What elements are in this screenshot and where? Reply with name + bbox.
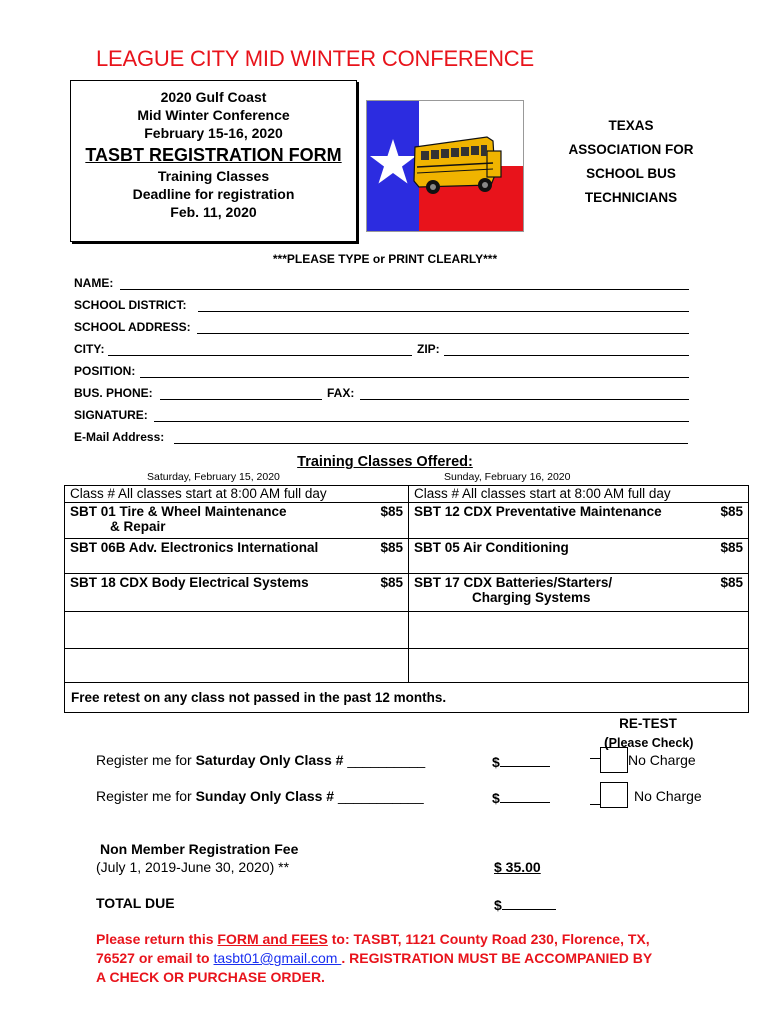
signature-line[interactable] (154, 421, 689, 422)
retest-sub: Please Check) (608, 736, 694, 750)
info-line-6: Feb. 11, 2020 (170, 204, 257, 220)
saturday-class-blank[interactable]: __________ (343, 752, 426, 768)
class-subtitle: & Repair (110, 519, 166, 534)
empty-class-cell (409, 649, 749, 683)
class-price: $85 (380, 504, 403, 519)
saturday-column-header: Class # All classes start at 8:00 AM full day (65, 486, 409, 503)
sunday-no-charge: No Charge (634, 788, 702, 804)
school-address-line[interactable] (197, 333, 689, 334)
footer-text: Please return this (96, 931, 218, 947)
signature-label: SIGNATURE: (74, 408, 148, 422)
saturday-prefix: Register me for (96, 752, 196, 768)
sunday-retest-checkbox[interactable] (600, 782, 628, 808)
class-name: SBT 12 CDX Preventative Maintenance (414, 504, 662, 519)
org-line-3: SCHOOL BUS (586, 166, 676, 181)
class-price: $85 (380, 575, 403, 590)
position-label: POSITION: (74, 364, 136, 378)
footer-email-prefix: 76527 or email to (96, 950, 214, 966)
class-cell-sbt17 (409, 574, 749, 612)
email-label: E-Mail Address: (74, 430, 165, 444)
class-price: $85 (720, 540, 743, 555)
email-link[interactable]: tasbt01@gmail.com (213, 950, 342, 966)
event-info-box (70, 80, 357, 242)
class-name: SBT 05 Air Conditioning (414, 540, 569, 555)
class-cell-sbt01 (65, 503, 409, 539)
sunday-registration-line (96, 788, 424, 804)
total-due-amount[interactable] (494, 895, 556, 913)
saturday-date: Saturday, February 15, 2020 (147, 471, 280, 483)
fax-label: FAX: (327, 386, 355, 400)
class-cell-sbt12 (409, 503, 749, 539)
class-name: SBT 06B Adv. Electronics International (70, 540, 319, 555)
nonmember-fee-title: Non Member Registration Fee (100, 841, 299, 857)
footer-address: to: TASBT, 1121 County Road 230, Florence, TX, (327, 931, 650, 947)
total-due-label: TOTAL DUE (96, 895, 175, 911)
school-district-label: SCHOOL DISTRICT: (74, 298, 187, 312)
info-line-4: Training Classes (157, 168, 270, 184)
event-line-2: Mid Winter Conference (137, 107, 290, 123)
nonmember-fee-period: (July 1, 2019-June 30, 2020) ** (96, 859, 290, 875)
zip-label: ZIP: (417, 342, 440, 356)
saturday-dollar: $ (492, 754, 500, 770)
class-price: $85 (720, 504, 743, 519)
sunday-column-header: Class # All classes start at 8:00 AM full day (409, 486, 749, 503)
signature-field[interactable] (74, 406, 689, 424)
class-cell-sbt18 (65, 574, 409, 612)
city-line[interactable] (108, 355, 412, 356)
saturday-registration-line (96, 752, 425, 768)
print-instructions: ***PLEASE TYPE or PRINT CLEARLY*** (272, 252, 498, 266)
footer-payment-note: A CHECK OR PURCHASE ORDER. (96, 969, 325, 985)
sunday-dollar: $ (492, 790, 500, 806)
position-field[interactable] (74, 362, 689, 380)
texas-flag-bus-logo (366, 100, 524, 232)
email-field[interactable] (74, 428, 688, 446)
sunday-date: Sunday, February 16, 2020 (444, 471, 571, 483)
event-line-1: 2020 Gulf Coast (160, 89, 267, 105)
empty-class-cell (65, 612, 409, 649)
class-cell-sbt06b (65, 539, 409, 574)
sunday-amount[interactable] (492, 788, 550, 806)
nonmember-fee-amount: $ 35.00 (494, 859, 541, 875)
class-name: SBT 18 CDX Body Electrical Systems (70, 575, 309, 590)
organization-name (548, 114, 714, 210)
class-subtitle: Charging Systems (472, 590, 591, 605)
email-line[interactable] (174, 443, 688, 444)
retest-blank (590, 804, 600, 805)
saturday-only-label: Saturday Only Class # (195, 752, 344, 768)
footer-requirement: . REGISTRATION MUST BE ACCOMPANIED BY (341, 950, 653, 966)
retest-title: RE-TEST (619, 716, 677, 731)
class-cell-sbt05 (409, 539, 749, 574)
school-bus-icon (414, 137, 501, 194)
sunday-class-blank[interactable]: ___________ (334, 788, 424, 804)
info-line-5: Deadline for registration (132, 186, 295, 202)
bus-phone-label: BUS. PHONE: (74, 386, 153, 400)
classes-heading: Training Classes Offered: (297, 454, 473, 470)
sunday-prefix: Register me for (96, 788, 196, 804)
saturday-retest-checkbox[interactable] (600, 747, 628, 773)
total-dollar: $ (494, 897, 502, 913)
event-line-3: February 15-16, 2020 (144, 125, 283, 141)
free-retest-note: Free retest on any class not passed in the past 12 months. (65, 683, 749, 713)
fax-line[interactable] (360, 399, 689, 400)
phone-fax-row (74, 384, 689, 402)
school-district-line[interactable] (198, 311, 689, 312)
city-label: CITY: (74, 342, 105, 356)
org-line-4: TECHNICIANS (584, 190, 678, 205)
class-price: $85 (380, 540, 403, 555)
saturday-amount[interactable] (492, 752, 550, 770)
class-price: $85 (720, 575, 743, 590)
retest-blank (590, 758, 600, 759)
org-line-1: TEXAS (608, 118, 654, 133)
sunday-only-label: Sunday Only Class # (195, 788, 335, 804)
school-address-field[interactable] (74, 318, 689, 336)
name-line[interactable] (120, 289, 689, 290)
form-title: TASBT REGISTRATION FORM (85, 145, 342, 165)
name-label: NAME: (74, 276, 114, 290)
school-district-field[interactable] (74, 296, 689, 314)
conference-title: LEAGUE CITY MID WINTER CONFERENCE (96, 46, 534, 71)
zip-line[interactable] (444, 355, 689, 356)
footer-form-fees: FORM and FEES (217, 931, 328, 947)
org-line-2: ASSOCIATION FOR (568, 142, 694, 157)
retest-paren: ( (604, 734, 609, 750)
class-name: SBT 17 CDX Batteries/Starters/ (414, 575, 613, 590)
empty-class-cell (65, 649, 409, 683)
school-address-label: SCHOOL ADDRESS: (74, 320, 191, 334)
return-instructions (96, 930, 716, 987)
city-zip-row (74, 340, 689, 358)
name-field[interactable] (74, 274, 689, 292)
saturday-no-charge: No Charge (628, 752, 696, 768)
classes-table (64, 485, 749, 713)
empty-class-cell (409, 612, 749, 649)
class-name: SBT 01 Tire & Wheel Maintenance (70, 504, 287, 519)
position-line[interactable] (140, 377, 689, 378)
bus-phone-line[interactable] (160, 399, 322, 400)
